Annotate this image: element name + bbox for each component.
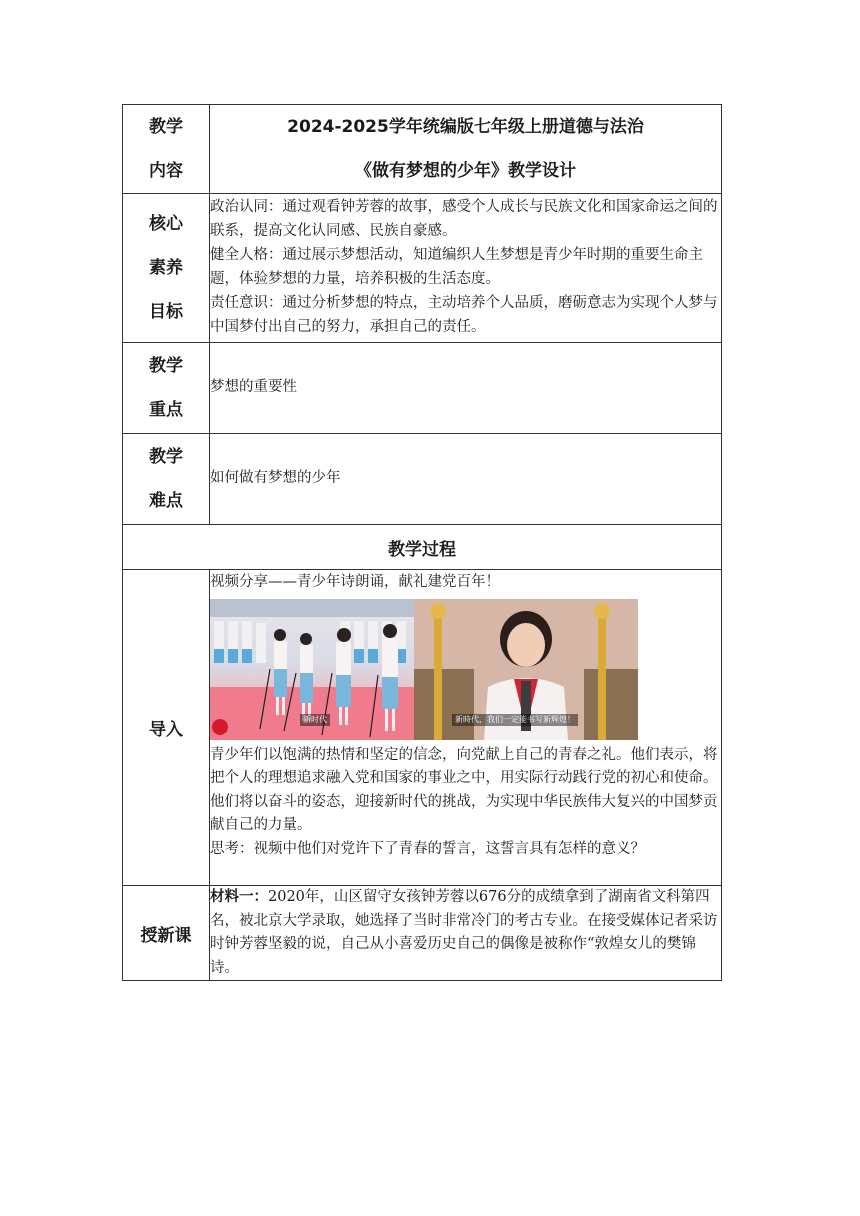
content-label: 教学 内容 xyxy=(123,105,210,194)
intro-row xyxy=(123,570,722,886)
title-line-2: 《做有梦想的少年》教学设计 xyxy=(355,161,576,181)
intro-question: 思考：视频中他们对党许下了青春的誓言，这誓言具有怎样的意义？ xyxy=(210,840,645,857)
material-text: 2020年，山区留守女孩钟芳蓉以676分的成绩拿到了湖南省文科第四名，被北京大学录取，她选择了当时非常冷门的考古专业。在接受媒体记者采访时钟芳蓉坚毅的说，自己从小喜爱历史自己的偶像是被称作“敦煌女儿的樊锦诗。 xyxy=(210,889,718,976)
document-title xyxy=(210,105,722,194)
goal-item: 责任意识：通过分析梦想的特点，主动培养个人品质，磨砺意志为实现个人梦与中国梦付出自己的努力，承担自己的责任。 xyxy=(210,295,718,335)
goals-row xyxy=(123,194,722,343)
key-point-row xyxy=(123,343,722,434)
goal-item: 健全人格：通过展示梦想活动，知道编织人生梦想是青少年时期的重要生命主题，体验梦想的力量，培养积极的生活态度。 xyxy=(210,247,703,287)
lesson-plan-table xyxy=(122,104,722,981)
material-one xyxy=(210,886,721,980)
process-heading: 教学过程 xyxy=(123,525,722,570)
goals-content xyxy=(210,194,722,343)
left-caption: 新时代 xyxy=(300,714,330,726)
new-lesson-content xyxy=(210,886,722,981)
choir-photo xyxy=(210,599,414,740)
key-point-text: 梦想的重要性 xyxy=(210,343,722,434)
right-caption: 新時代，我们一定能书写新辉煌！ xyxy=(452,714,578,726)
intro-content xyxy=(210,570,722,886)
speaker-photo xyxy=(414,599,638,740)
difficulty-label: 教学 难点 xyxy=(123,434,210,525)
new-lesson-row xyxy=(123,886,722,981)
difficulty-text: 如何做有梦想的少年 xyxy=(210,434,722,525)
header-row xyxy=(123,105,722,194)
process-heading-row xyxy=(123,525,722,570)
video-screenshots xyxy=(210,599,721,740)
goal-item: 政治认同：通过观看钟芳蓉的故事，感受个人成长与民族文化和国家命运之间的联系，提高文化认同感、民族自豪感。 xyxy=(210,199,718,239)
difficulty-row xyxy=(123,434,722,525)
intro-paragraph: 青少年们以饱满的热情和坚定的信念，向党献上自己的青春之礼。他们表示，将把个人的理想追求融入党和国家的事业之中，用实际行动践行党的初心和使命。他们将以奋斗的姿态，迎接新时代的挑战，为实现中华民族伟大复兴的中国梦贡献自己的力量。 xyxy=(210,746,718,833)
key-point-label: 教学 重点 xyxy=(123,343,210,434)
material-lead: 材料一： xyxy=(210,889,268,905)
title-line-1: 2024-2025学年统编版七年级上册道德与法治 xyxy=(287,117,644,137)
intro-label: 导入 xyxy=(123,570,210,886)
new-lesson-label: 授新课 xyxy=(123,886,210,981)
video-share-line: 视频分享——青少年诗朗诵，献礼建党百年！ xyxy=(210,574,500,590)
goals-label: 核心 素养 目标 xyxy=(123,194,210,343)
